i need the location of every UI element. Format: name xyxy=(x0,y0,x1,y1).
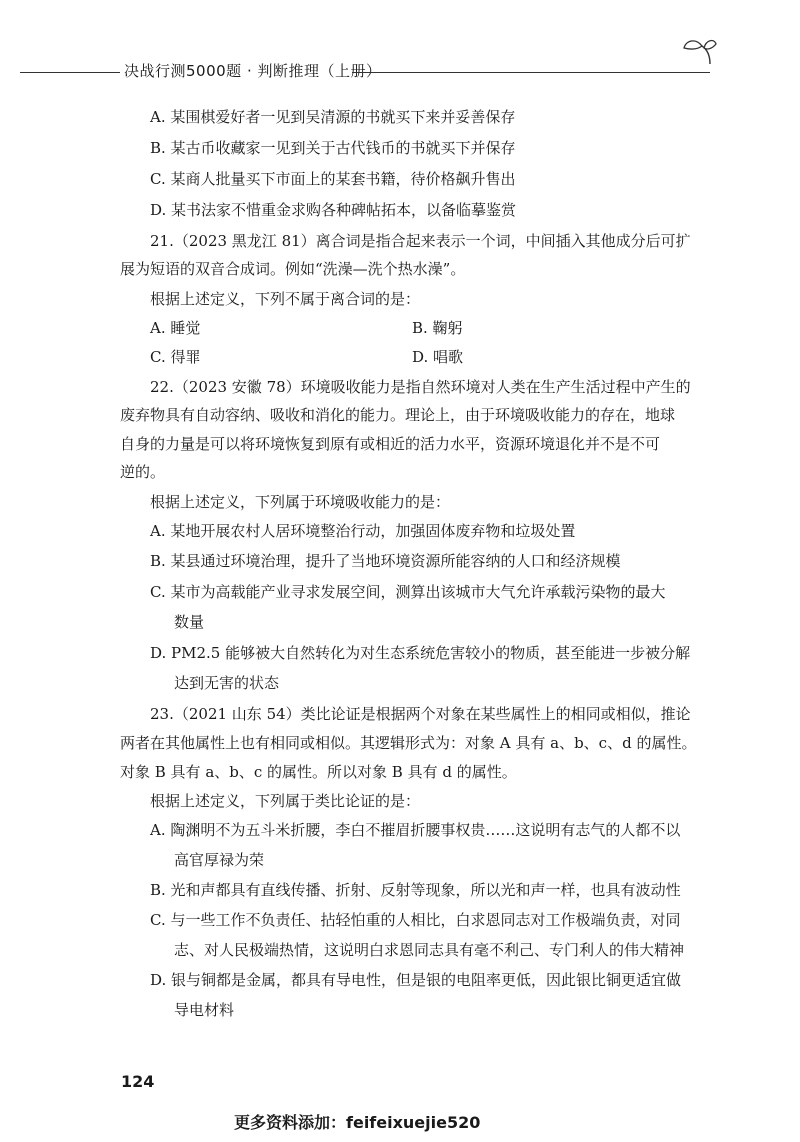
q23-option-c-continued: 志、对人民极端热情，这说明白求恩同志具有毫不利己、专门利人的伟大精神 xyxy=(174,941,685,959)
q21-prompt: 根据上述定义，下列不属于离合词的是： xyxy=(150,290,421,308)
q22-option-c: C. 某市为高载能产业寻求发展空间，测算出该城市大气允许承载污染物的最大 xyxy=(150,583,666,601)
q21-option-c: C. 得罪 xyxy=(150,348,201,366)
q20-option-a: A. 某围棋爱好者一见到吴清源的书就买下来并妥善保存 xyxy=(150,108,516,126)
q23-stem-line: 两者在其他属性上也有相同或相似。其逻辑形式为：对象 A 具有 a、b、c、d 的属性。 xyxy=(120,734,697,752)
q22-stem-line: 废弃物具有自动容纳、吸收和消化的能力。理论上，由于环境吸收能力的存在，地球 xyxy=(120,406,676,424)
q23-stem-line: 23.（2021 山东 54）类比论证是根据两个对象在某些属性上的相同或相似，推论 xyxy=(150,705,691,723)
sprout-leaf-icon xyxy=(676,36,718,66)
q21-option-a: A. 睡觉 xyxy=(150,319,201,337)
q22-prompt: 根据上述定义，下列属于环境吸收能力的是： xyxy=(150,493,451,511)
q23-option-a-continued: 高官厚禄为荣 xyxy=(174,851,265,869)
q22-stem-line: 22.（2023 安徽 78）环境吸收能力是指自然环境对人类在生产生活过程中产生的 xyxy=(150,378,691,396)
header-title: 决战行测5000题 · 判断推理（上册） xyxy=(124,62,382,80)
q23-option-c: C. 与一些工作不负责任、拈轻怕重的人相比，白求恩同志对工作极端负责，对同 xyxy=(150,911,681,929)
q22-stem-line: 自身的力量是可以将环境恢复到原有或相近的活力水平，资源环境退化并不是不可 xyxy=(120,435,661,453)
q21-option-b: B. 鞠躬 xyxy=(412,319,463,337)
q21-stem-line: 21.（2023 黑龙江 81）离合词是指合起来表示一个词，中间插入其他成分后可扩 xyxy=(150,232,691,250)
q23-prompt: 根据上述定义，下列属于类比论证的是： xyxy=(150,792,421,810)
q20-option-d: D. 某书法家不惜重金求购各种碑帖拓本，以备临摹鉴赏 xyxy=(150,201,517,219)
q23-option-d-continued: 导电材料 xyxy=(174,1001,235,1019)
q22-option-d: D. PM2.5 能够被大自然转化为对生态系统危害较小的物质，甚至能进一步被分解 xyxy=(150,644,691,662)
footer-note: 更多资料添加：feifeixuejie520 xyxy=(234,1113,481,1132)
q23-stem-line: 对象 B 具有 a、b、c 的属性。所以对象 B 具有 d 的属性。 xyxy=(120,763,517,781)
page-number: 124 xyxy=(121,1072,155,1091)
q21-stem-line: 展为短语的双音合成词。例如“洗澡—洗个热水澡”。 xyxy=(120,260,466,278)
q20-option-b: B. 某古币收藏家一见到关于古代钱币的书就买下并保存 xyxy=(150,139,516,157)
q22-stem-line: 逆的。 xyxy=(120,463,166,481)
q22-option-b: B. 某县通过环境治理，提升了当地环境资源所能容纳的人口和经济规模 xyxy=(150,552,621,570)
q22-option-c-continued: 数量 xyxy=(174,613,205,631)
q23-option-d: D. 银与铜都是金属，都具有导电性，但是银的电阻率更低，因此银比铜更适宜做 xyxy=(150,971,682,989)
header-rule-right xyxy=(352,72,710,73)
q22-option-a: A. 某地开展农村人居环境整治行动，加强固体废弃物和垃圾处置 xyxy=(150,522,576,540)
q22-option-d-continued: 达到无害的状态 xyxy=(174,674,280,692)
q20-option-c: C. 某商人批量买下市面上的某套书籍，待价格飙升售出 xyxy=(150,170,516,188)
q23-option-b: B. 光和声都具有直线传播、折射、反射等现象，所以光和声一样，也具有波动性 xyxy=(150,881,681,899)
q21-option-d: D. 唱歌 xyxy=(412,348,464,366)
header-rule-left xyxy=(20,72,120,73)
q23-option-a: A. 陶渊明不为五斗米折腰，李白不摧眉折腰事权贵……这说明有志气的人都不以 xyxy=(150,821,681,839)
